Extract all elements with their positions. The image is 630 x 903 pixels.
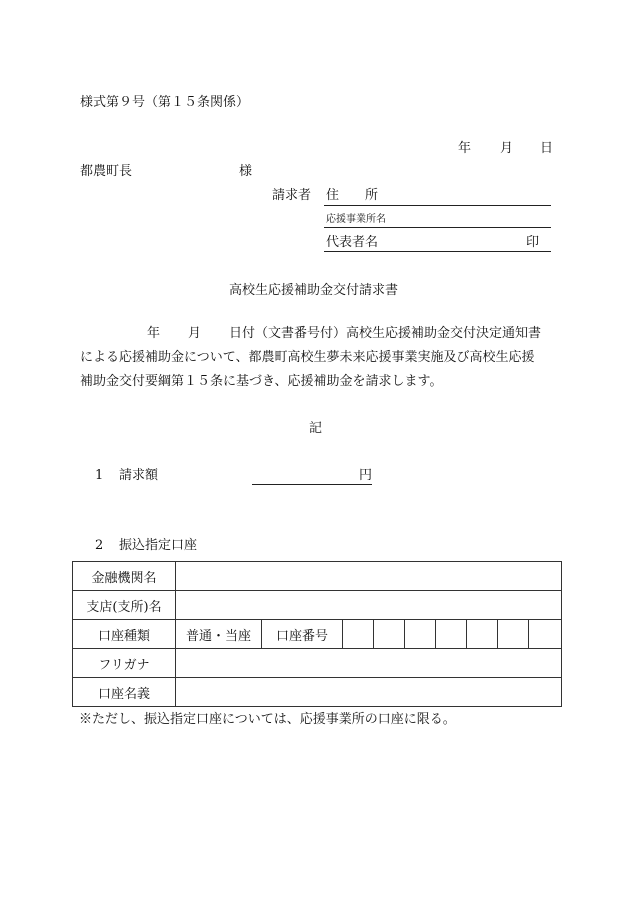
table-row <box>73 678 562 707</box>
seal-mark: 印 <box>526 235 540 250</box>
claimant-rep-label: 代表者名 <box>326 235 379 250</box>
table-row <box>73 620 562 649</box>
claimant-office-label: 応援事業所名 <box>326 214 386 225</box>
account-number-digit[interactable] <box>374 620 405 649</box>
claimant-rep-underline <box>324 251 551 252</box>
addressee-honorific: 様 <box>239 164 253 179</box>
item1-number: 1 <box>95 468 104 483</box>
ki-heading: 記 <box>309 421 323 436</box>
item1-unit: 円 <box>359 468 373 483</box>
holder-label: 口座名義 <box>73 678 176 707</box>
body-line3: 補助金交付要綱第１５条に基づき、応援補助金を請求します。 <box>80 374 443 389</box>
account-number-digit[interactable] <box>529 620 562 649</box>
body-year: 年 <box>147 326 161 341</box>
branch-field[interactable] <box>176 591 562 620</box>
item2-number: 2 <box>95 538 104 553</box>
account-note: ※ただし、振込指定口座については、応援事業所の口座に限る。 <box>79 712 456 727</box>
furigana-field[interactable] <box>176 649 562 678</box>
table-row <box>73 562 562 591</box>
claim-amount-underline <box>252 484 372 485</box>
branch-label: 支店(支所)名 <box>73 591 176 620</box>
claimant-office-underline <box>324 227 551 228</box>
addressee-name: 都農町長 <box>80 164 133 179</box>
account-table <box>72 561 562 707</box>
body-line2: による応援補助金について、都農町高校生夢未来応援事業実施及び高校生応援 <box>80 350 535 365</box>
date-year-label: 年 <box>458 141 472 156</box>
date-day-label: 日 <box>540 141 554 156</box>
body-month: 月 <box>188 326 202 341</box>
bank-name-field[interactable] <box>176 562 562 591</box>
account-number-digit[interactable] <box>343 620 374 649</box>
form-number: 様式第９号（第１５条関係） <box>80 95 250 110</box>
account-number-label: 口座番号 <box>262 620 343 649</box>
claimant-address-label: 住 所 <box>326 188 379 203</box>
account-type-label: 口座種類 <box>73 620 176 649</box>
account-number-digit[interactable] <box>467 620 498 649</box>
account-number-digit[interactable] <box>405 620 436 649</box>
table-row <box>73 649 562 678</box>
holder-field[interactable] <box>176 678 562 707</box>
body-line1: 日付（文書番号付）高校生応援補助金交付決定通知書 <box>229 326 542 341</box>
item2-label: 振込指定口座 <box>119 538 198 553</box>
date-month-label: 月 <box>500 141 514 156</box>
item1-label: 請求額 <box>119 468 159 483</box>
document-title: 高校生応援補助金交付請求書 <box>229 283 399 298</box>
furigana-label: フリガナ <box>73 649 176 678</box>
claimant-address-underline <box>324 205 551 206</box>
account-type-value[interactable]: 普通・当座 <box>176 620 262 649</box>
account-number-digit[interactable] <box>436 620 467 649</box>
claimant-label: 請求者 <box>272 188 312 203</box>
table-row <box>73 591 562 620</box>
account-number-digit[interactable] <box>498 620 529 649</box>
bank-name-label: 金融機関名 <box>73 562 176 591</box>
